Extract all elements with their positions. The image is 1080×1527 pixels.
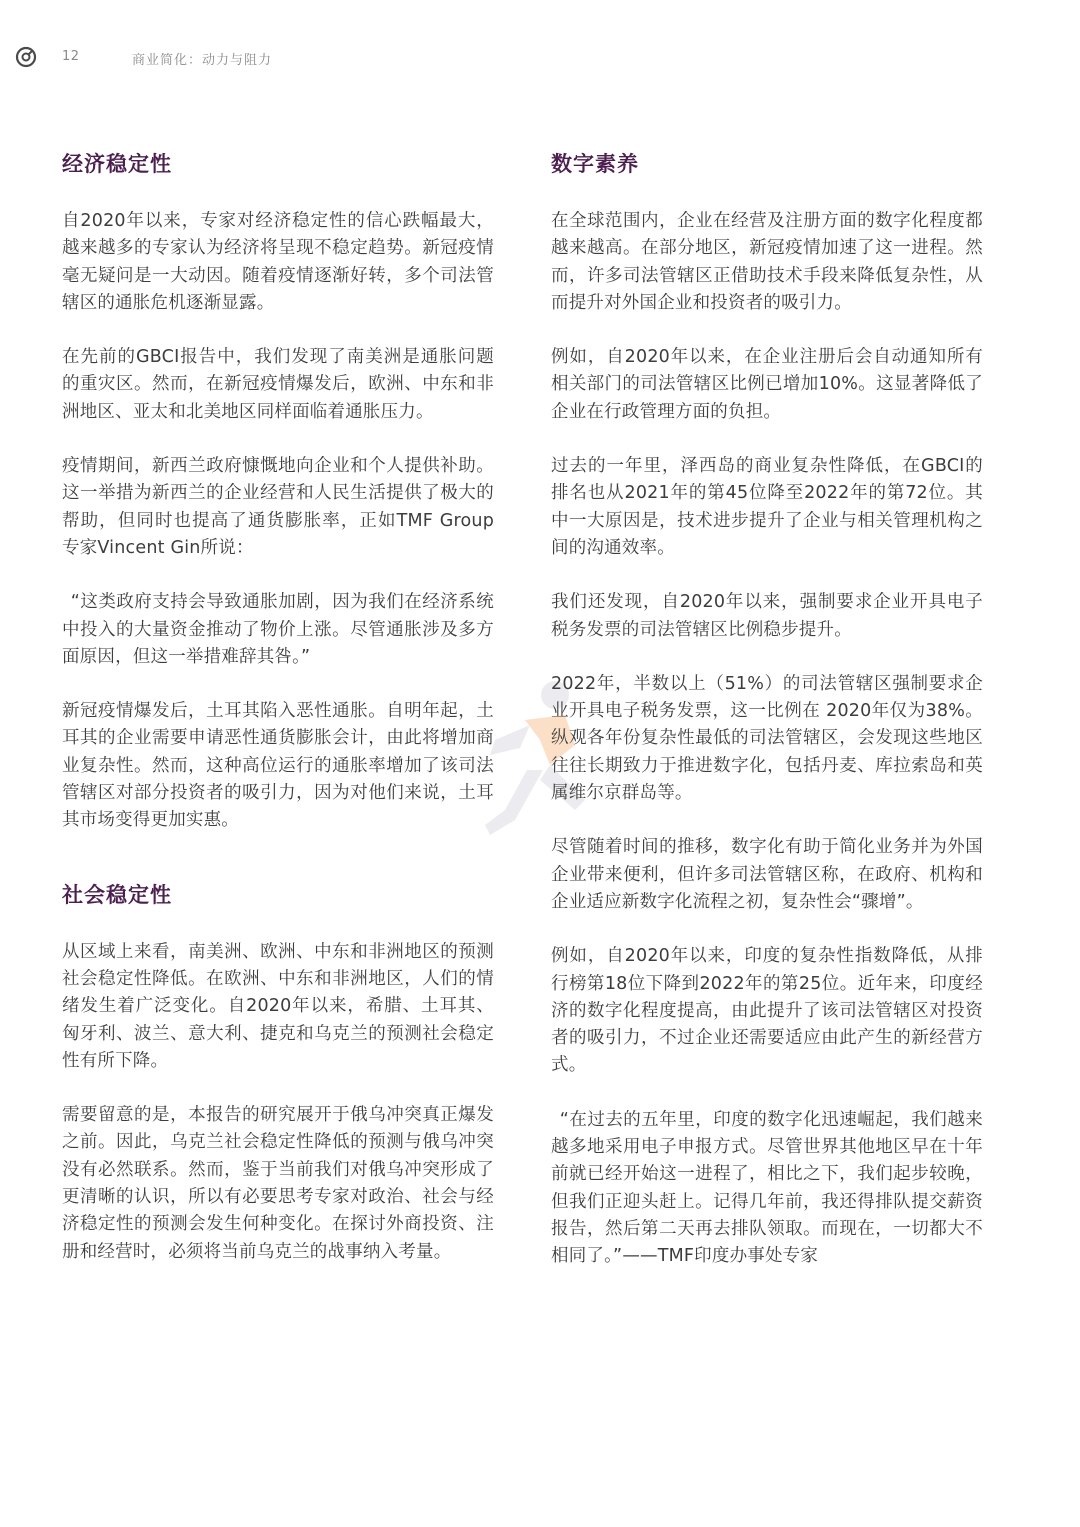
section-title-economic-stability: 经济稳定性 xyxy=(62,152,172,176)
circle-arrow-icon xyxy=(14,45,38,69)
paragraph: 例如，自2020年以来，印度的复杂性指数降低，从排行榜第18位下降到2022年的第25位。近年来，印度经济的数字化程度提高，由此提升了该司法管辖区对投资者的吸引力，不过企业还需要适应由此产生的新经营方式。 xyxy=(551,946,983,1076)
quote-paragraph: “在过去的五年里，印度的数字化迅速崛起，我们越来越多地采用电子申报方式。尽管世界其他地区早在十年前就已经开始这一进程了，相比之下，我们起步较晚，但我们正迎头赶上。记得几年前，我还得排队提交薪资报告，然后第二天再去排队领取。而现在，一切都大不相同了。”——TMF印度办事处专家 xyxy=(551,1109,983,1267)
left-column xyxy=(62,148,494,1293)
paragraph: 新冠疫情爆发后，土耳其陷入恶性通胀。自明年起，土耳其的企业需要申请恶性通货膨胀会计，由此将增加商业复杂性。然而，这种高位运行的通胀率增加了该司法管辖区对部分投资者的吸引力，因为对他们来说，土耳其市场变得更加实惠。 xyxy=(62,701,494,831)
page-number: 12 xyxy=(62,49,80,64)
paragraph: 需要留意的是，本报告的研究展开于俄乌冲突真正爆发之前。因此，乌克兰社会稳定性降低的预测与俄乌冲突没有必然联系。然而，鉴于当前我们对俄乌冲突形成了更清晰的认识，所以有必要思考专家对政治、社会与经济稳定性的预测会发生何种变化。在探讨外商投资、注册和经营时，必须将当前乌克兰的战事纳入考量。 xyxy=(62,1105,494,1262)
paragraph: 我们还发现，自2020年以来，强制要求企业开具电子税务发票的司法管辖区比例稳步提升。 xyxy=(551,592,983,640)
section-title-digital-literacy: 数字素养 xyxy=(551,152,639,176)
running-title: 商业简化：动力与阻力 xyxy=(132,53,273,68)
paragraph: 在全球范围内，企业在经营及注册方面的数字化程度都越来越高。在部分地区，新冠疫情加速了这一进程。然而，许多司法管辖区正借助技术手段来降低复杂性，从而提升对外国企业和投资者的吸引力。 xyxy=(551,211,983,313)
section-title-social-stability: 社会稳定性 xyxy=(62,882,172,907)
quote-paragraph: “这类政府支持会导致通胀加剧，因为我们在经济系统中投入的大量资金推动了物价上涨。尽管通胀涉及多方面原因，但这一举措难辞其咎。” xyxy=(62,592,494,667)
page-header xyxy=(14,44,38,70)
paragraph: 例如，自2020年以来，在企业注册后会自动通知所有相关部门的司法管辖区比例已增加10%。这显著降低了企业在行政管理方面的负担。 xyxy=(551,347,983,422)
paragraph: 从区域上来看，南美洲、欧洲、中东和非洲地区的预测社会稳定性降低。在欧洲、中东和非洲地区，人们的情绪发生着广泛变化。自2020年以来，希腊、土耳其、匈牙利、波兰、意大利、捷克和乌克兰的预测社会稳定性有所下降。 xyxy=(62,941,494,1071)
paragraph: 疫情期间，新西兰政府慷慨地向企业和个人提供补助。这一举措为新西兰的企业经营和人民生活提供了极大的帮助，但同时也提高了通货膨胀率，正如TMF Group专家Vincent Gin所说： xyxy=(62,456,494,558)
paragraph: 2022年，半数以上（51%）的司法管辖区强制要求企业开具电子税务发票，这一比例在 2020年仅为38%。纵观各年份复杂性最低的司法管辖区，会发现这些地区往往长期致力于推进数字化，包括丹麦、库拉索岛和英属维尔京群岛等。 xyxy=(551,673,983,804)
paragraph: 过去的一年里，泽西岛的商业复杂性降低，在GBCI的排名也从2021年的第45位降至2022年的第72位。其中一大原因是，技术进步提升了企业与相关管理机构之间的沟通效率。 xyxy=(551,456,983,558)
paragraph: 自2020年以来，专家对经济稳定性的信心跌幅最大，越来越多的专家认为经济将呈现不稳定趋势。新冠疫情毫无疑问是一大动因。随着疫情逐渐好转，多个司法管辖区的通胀危机逐渐显露。 xyxy=(62,211,494,313)
paragraph: 在先前的GBCI报告中，我们发现了南美洲是通胀问题的重灾区。然而，在新冠疫情爆发后，欧洲、中东和非洲地区、亚太和北美地区同样面临着通胀压力。 xyxy=(62,347,494,422)
paragraph: 尽管随着时间的推移，数字化有助于简化业务并为外国企业带来便利，但许多司法管辖区称，在政府、机构和企业适应新数字化流程之初，复杂性会“骤增”。 xyxy=(551,837,983,912)
right-column xyxy=(551,148,983,1298)
